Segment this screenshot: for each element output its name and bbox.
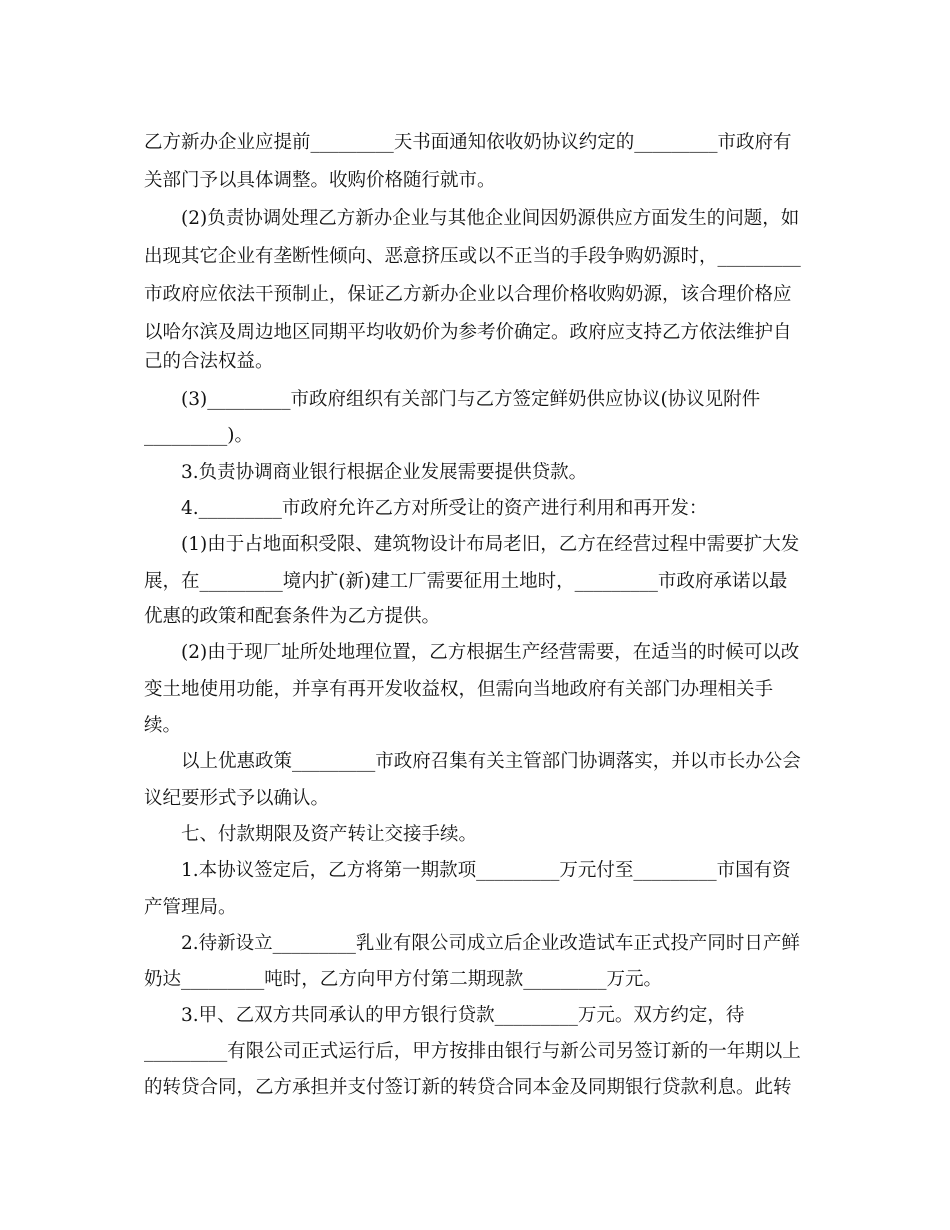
text-line: 出现其它企业有垄断性倾向、恶意挤压或以不正当的手段争购奶源时，_________ <box>144 246 801 267</box>
text-line: 2.待新设立_________乳业有限公司成立后企业改造试车正式投产同时日产鲜 <box>181 933 800 954</box>
text-line: (2)负责协调处理乙方新办企业与其他企业间因奶源供应方面发生的问题，如 <box>181 208 800 229</box>
text-line: _________有限公司正式运行后，甲方按排由银行与新公司另签订新的一年期以上 <box>144 1041 801 1062</box>
text-line: 产管理局。 <box>144 897 237 918</box>
text-line: 以上优惠政策_________市政府召集有关主管部门协调落实，并以市长办公会 <box>181 751 801 772</box>
text-line: 议纪要形式予以确认。 <box>144 788 330 809</box>
text-line: 3.负责协调商业银行根据企业发展需要提供贷款。 <box>181 462 588 483</box>
text-line: 的转贷合同，乙方承担并支付签订新的转贷合同本金及同期银行贷款利息。此转 <box>144 1077 792 1098</box>
text-line: 关部门予以具体调整。收购价格随行就市。 <box>144 170 496 191</box>
text-line: (1)由于占地面积受限、建筑物设计布局老旧，乙方在经营过程中需要扩大发 <box>181 534 800 555</box>
text-line: (2)由于现厂址所处地理位置，乙方根据生产经营需要，在适当的时候可以改 <box>181 642 800 663</box>
text-line: 以哈尔滨及周边地区同期平均收奶价为参考价确定。政府应支持乙方依法维护自 <box>144 322 792 343</box>
text-line: 七、付款期限及资产转让交接手续。 <box>181 824 478 845</box>
text-line: 3.甲、乙双方共同承认的甲方银行贷款_________万元。双方约定，待 <box>181 1005 745 1026</box>
text-line: 市政府应依法干预制止，保证乙方新办企业以合理价格收购奶源，该合理价格应 <box>144 284 792 305</box>
text-line: 己的合法权益。 <box>144 351 274 372</box>
text-line: (3)_________市政府组织有关部门与乙方签定鲜奶供应协议(协议见附件 <box>181 389 761 410</box>
text-line: 变土地使用功能，并享有再开发收益权，但需向当地政府有关部门办理相关手 <box>144 679 774 700</box>
text-line: 优惠的政策和配套条件为乙方提供。 <box>144 606 441 627</box>
text-line: 1.本协议签定后，乙方将第一期款项_________万元付至_________市国有资 <box>181 860 791 881</box>
text-line: 乙方新办企业应提前_________天书面通知依收奶协议约定的_________市政府有 <box>144 132 792 153</box>
text-line: 续。 <box>144 715 182 736</box>
text-line: 奶达_________吨时，乙方向甲方付第二期现款_________万元。 <box>144 969 663 990</box>
text-line: 4._________市政府允许乙方对所受让的资产进行利用和再开发： <box>181 498 708 519</box>
text-line: 展，在_________境内扩(新)建工厂需要征用土地时，_________市政府承诺以最 <box>144 571 788 592</box>
text-line: _________)。 <box>144 425 253 446</box>
